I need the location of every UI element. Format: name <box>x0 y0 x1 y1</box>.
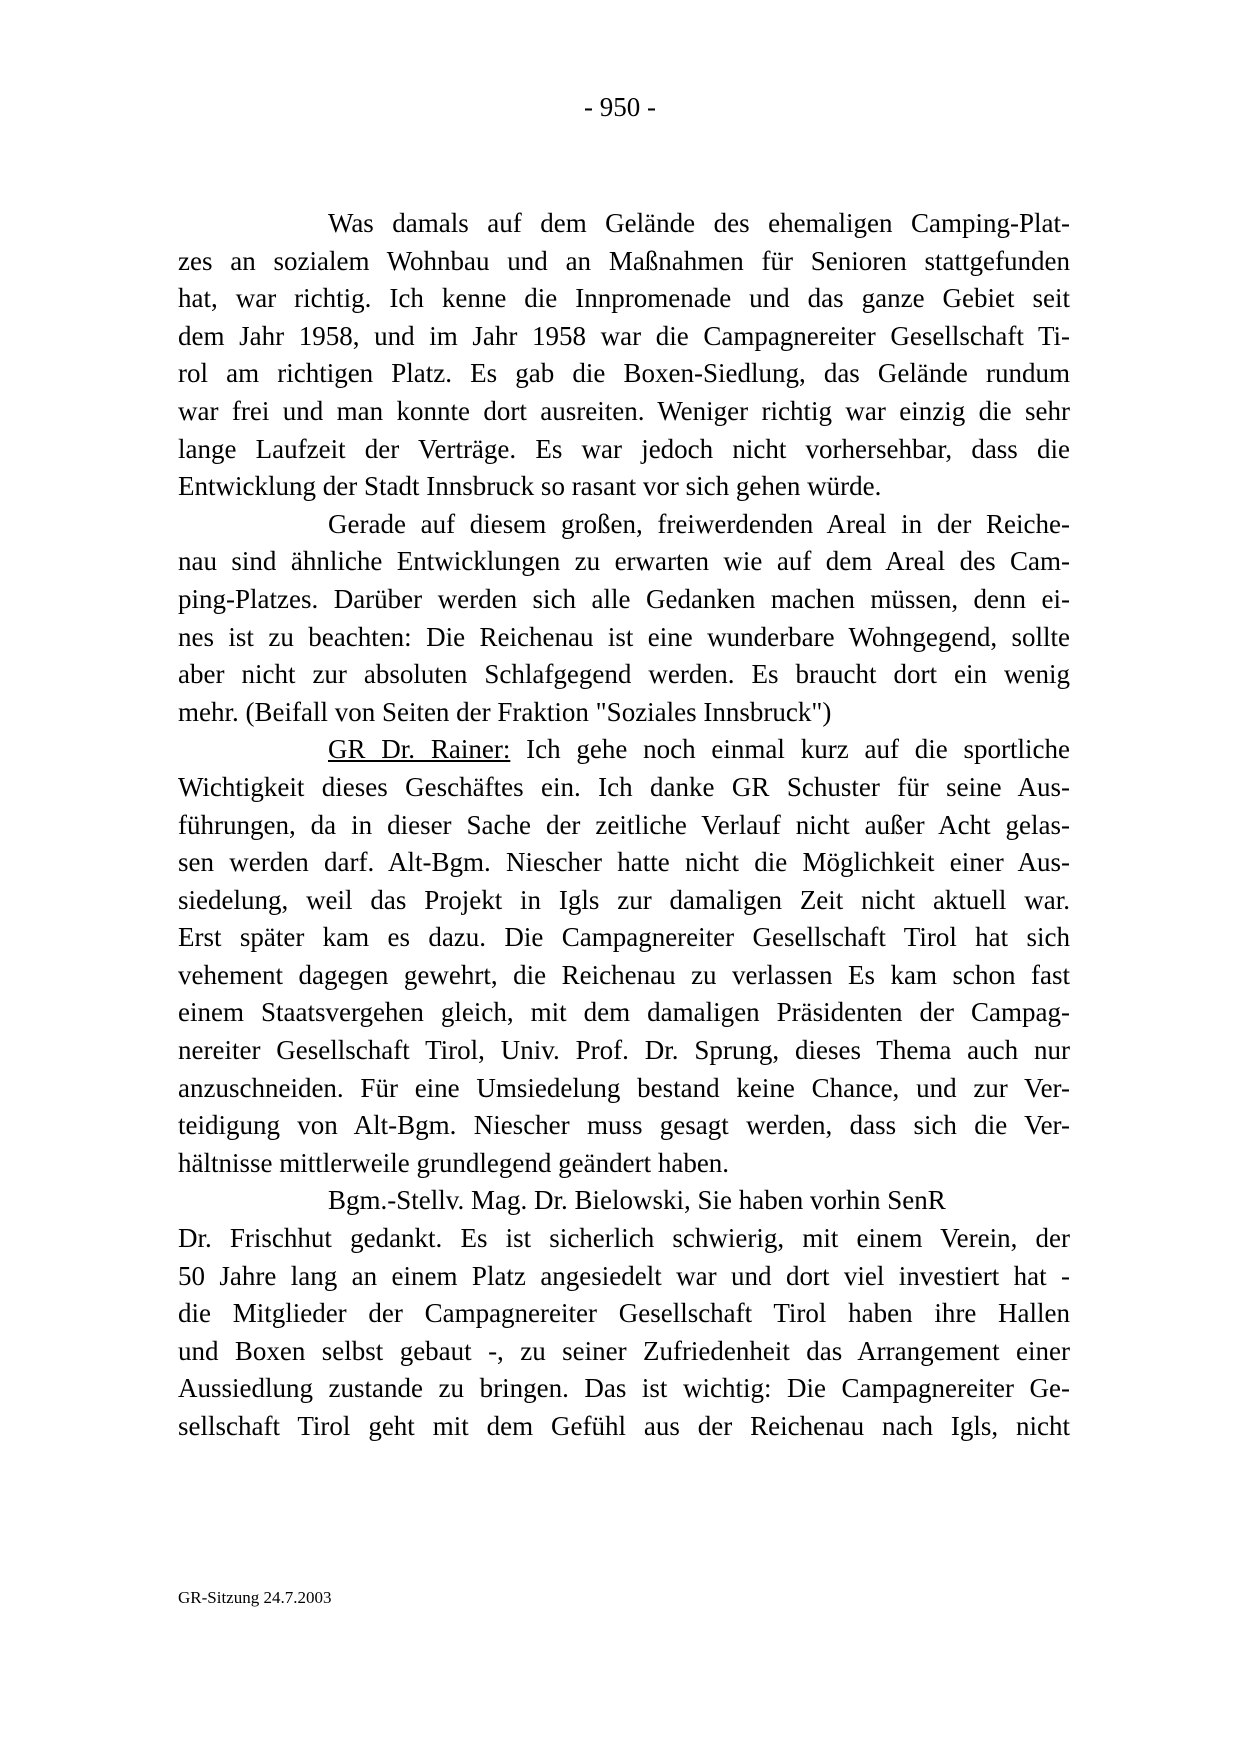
text-line: mehr. (Beifall von Seiten der Fraktion "Soziales Innsbruck") <box>178 696 832 727</box>
text-line: Erst später kam es dazu. Die Campagnereiter Gesellschaft Tirol hat sich <box>178 922 1070 953</box>
text-line: sellschaft Tirol geht mit dem Gefühl aus der Reichenau nach Igls, nicht <box>178 1411 1070 1441</box>
text-line: Bgm.-Stellv. Mag. Dr. Bielowski, Sie haben vorhin SenR <box>328 1185 946 1216</box>
text-line: einem Staatsvergehen gleich, mit dem damaligen Präsidenten der Campag- <box>178 997 1070 1028</box>
text-line: ping-Platzes. Darüber werden sich alle Gedanken machen müssen, denn ei- <box>178 583 1070 614</box>
text-line: hat, war richtig. Ich kenne die Innpromenade und das ganze Gebiet seit <box>178 283 1070 314</box>
text-line: Wichtigkeit dieses Geschäftes ein. Ich danke GR Schuster für seine Aus- <box>178 771 1070 802</box>
speaker-name: GR Dr. Rainer: <box>328 734 511 765</box>
text-line: Entwicklung der Stadt Innsbruck so rasant vor sich gehen würde. <box>178 471 882 502</box>
text-line: anzuschneiden. Für eine Umsiedelung bestand keine Chance, und zur Ver- <box>178 1072 1070 1103</box>
text-line: führungen, da in dieser Sache der zeitliche Verlauf nicht außer Acht gelas- <box>178 809 1070 840</box>
paragraph <box>178 1182 1070 1445</box>
text-line: siedelung, weil das Projekt in Igls zur damaligen Zeit nicht aktuell war. <box>178 884 1070 915</box>
text-line: nes ist zu beachten: Die Reichenau ist eine wunderbare Wohngegend, sollte <box>178 621 1070 652</box>
text-line: nereiter Gesellschaft Tirol, Univ. Prof. Dr. Sprung, dieses Thema auch nur <box>178 1035 1070 1066</box>
text-line: lange Laufzeit der Verträge. Es war jedoch nicht vorhersehbar, dass die <box>178 433 1070 464</box>
text-line: aber nicht zur absoluten Schlafgegend werden. Es braucht dort ein wenig <box>178 659 1070 690</box>
text-line: nau sind ähnliche Entwicklungen zu erwarten wie auf dem Areal des Cam- <box>178 546 1070 577</box>
text-line: 50 Jahre lang an einem Platz angesiedelt war und dort viel investiert hat - <box>178 1260 1070 1291</box>
footer-session-date: GR-Sitzung 24.7.2003 <box>178 1588 332 1607</box>
text-line: Aussiedlung zustande zu bringen. Das ist wichtig: Die Campagnereiter Ge- <box>178 1373 1070 1404</box>
text-line <box>178 731 1070 769</box>
text-line: und Boxen selbst gebaut -, zu seiner Zufriedenheit das Arrangement einer <box>178 1335 1070 1366</box>
paragraph <box>178 731 1070 1182</box>
text-line: dem Jahr 1958, und im Jahr 1958 war die Campagnereiter Gesellschaft Ti- <box>178 320 1070 351</box>
text-line: Gerade auf diesem großen, freiwerdenden Areal in der Reiche- <box>328 508 1070 539</box>
text-line: Dr. Frischhut gedankt. Es ist sicherlich schwierig, mit einem Verein, der <box>178 1223 1070 1254</box>
text-line: vehement dagegen gewehrt, die Reichenau zu verlassen Es kam schon fast <box>178 959 1070 990</box>
page-number: - 950 - <box>584 92 656 122</box>
text-line: Was damals auf dem Gelände des ehemaligen Camping-Plat- <box>328 208 1070 238</box>
text-line: sen werden darf. Alt-Bgm. Niescher hatte nicht die Möglichkeit einer Aus- <box>178 847 1070 878</box>
text-line: die Mitglieder der Campagnereiter Gesellschaft Tirol haben ihre Hallen <box>178 1298 1070 1329</box>
text-line: hältnisse mittlerweile grundlegend geändert haben. <box>178 1147 730 1178</box>
body-text <box>178 205 1070 1446</box>
text-line: teidigung von Alt-Bgm. Niescher muss gesagt werden, dass sich die Ver- <box>178 1110 1070 1141</box>
text-line: rol am richtigen Platz. Es gab die Boxen-Siedlung, das Gelände rundum <box>178 358 1070 389</box>
text-line: zes an sozialem Wohnbau und an Maßnahmen für Senioren stattgefunden <box>178 245 1070 276</box>
paragraph <box>178 506 1070 732</box>
text-line: war frei und man konnte dort ausreiten. Weniger richtig war einzig die sehr <box>178 395 1070 426</box>
speaker-text: Ich gehe noch einmal kurz auf die sportliche <box>510 734 1070 765</box>
paragraph <box>178 205 1070 506</box>
